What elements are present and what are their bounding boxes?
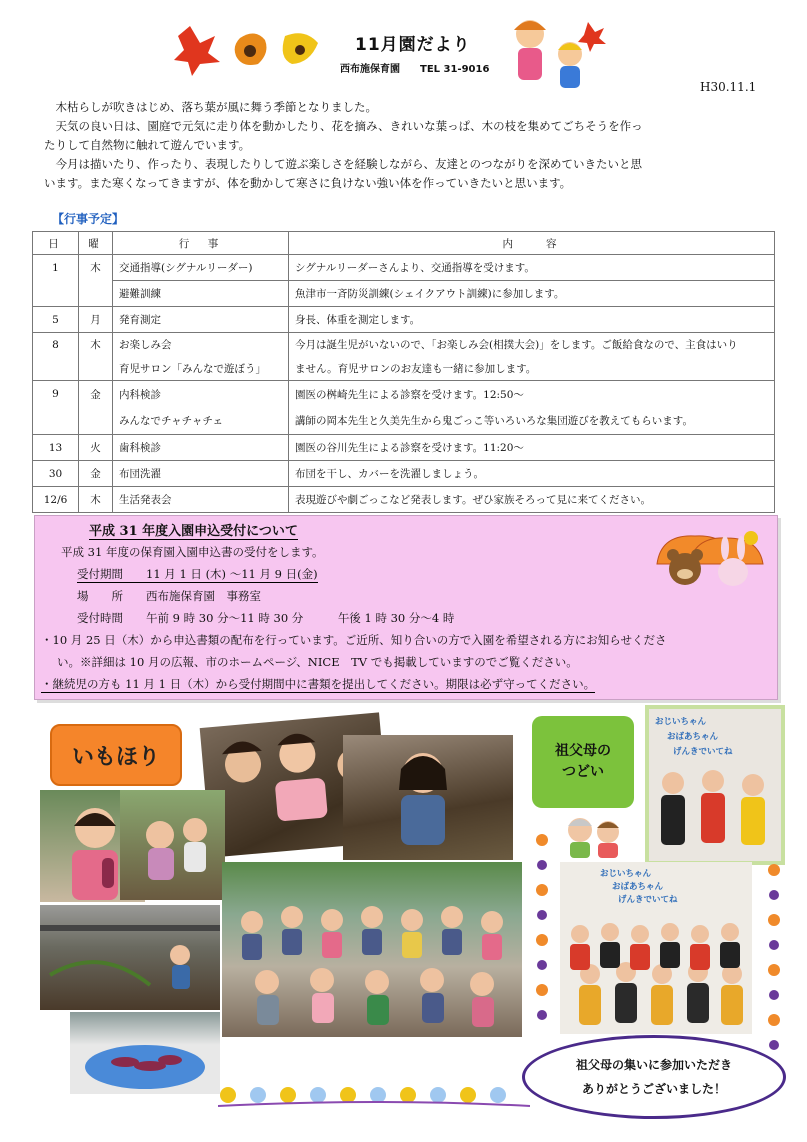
schedule-heading: 【行事予定】: [52, 212, 125, 226]
intro-paragraph: [44, 117, 764, 136]
halloween-border-decoration: [528, 830, 558, 1040]
cell-weekday: 火: [79, 435, 113, 461]
table-row: [33, 333, 775, 357]
cell-event: 育児サロン「みんなで遊ぼう」: [113, 357, 289, 381]
cell-detail: シグナルリーダーさんより、交通指導を受けます。: [289, 255, 775, 281]
sign-line: げんきでいてね: [618, 895, 678, 905]
label-line: つどい: [562, 764, 604, 780]
cell-event: 交通指導(シグナルリーダー): [113, 255, 289, 281]
photo-group-with-potatoes: [222, 862, 522, 1037]
thanks-line: ありがとうございました！: [581, 1082, 726, 1096]
sign-line: おばあちゃん: [612, 882, 664, 892]
header-day: 日: [33, 232, 79, 255]
sign-line: おじいちゃん: [600, 869, 652, 879]
admission-intro: 平成 31 年度の保育園入園申込書の受付をします。: [61, 545, 324, 559]
place-label: 場 所: [77, 589, 123, 603]
table-row: [33, 281, 775, 307]
event-schedule-table: [32, 231, 775, 513]
cell-weekday: [79, 281, 113, 307]
autumn-leaves-illustration: [170, 18, 330, 78]
cell-detail: 布団を干し、カバーを洗濯しましょう。: [289, 461, 775, 487]
photo-child-in-field: [40, 905, 220, 1010]
cell-weekday: [79, 357, 113, 381]
time-pm: 午後 1 時 30 分～4 時: [337, 611, 455, 625]
table-header-row: [33, 232, 775, 255]
table-row: [33, 307, 775, 333]
period-label: 受付期間: [77, 567, 123, 581]
cell-event: 内科検診: [113, 381, 289, 408]
admission-period: [77, 566, 318, 583]
cell-event: 布団洗濯: [113, 461, 289, 487]
time-am: 午前 9 時 30 分～11 時 30 分: [146, 611, 304, 625]
table-row: [33, 461, 775, 487]
cell-day: [33, 357, 79, 381]
cell-weekday: 木: [79, 487, 113, 513]
sign-line: げんきでいてね: [673, 747, 733, 757]
header-detail: 内 容: [289, 232, 775, 255]
photo-grandparents-event-group: [560, 862, 752, 1034]
cell-event: お楽しみ会: [113, 333, 289, 357]
intro-line: います。また寒くなってきますが、体を動かして寒さに負けない強い体を作っていきたいと思います。: [44, 176, 572, 190]
cell-day: 5: [33, 307, 79, 333]
cell-weekday: 金: [79, 461, 113, 487]
cell-day: 9: [33, 381, 79, 408]
intro-line: 木枯らしが吹きはじめ、落ち葉が風に舞う季節となりました。: [55, 100, 378, 114]
cell-event: 発育測定: [113, 307, 289, 333]
table-row: [33, 435, 775, 461]
admission-note: ・継続児の方も 11 月 1 日（木）から受付期間中に書類を提出してください。期限は必ず守ってください。: [41, 677, 596, 691]
admission-notice-box: [34, 515, 778, 700]
header-event: 行 事: [113, 232, 289, 255]
newsletter-title: 11月園だより: [355, 35, 471, 55]
intro-line: たりして自然物に触れて遊んでいます。: [44, 138, 251, 152]
cell-weekday: 木: [79, 255, 113, 281]
admission-note: ・10 月 25 日（木）から申込書類の配布を行っています。ご近所、知り合いの方で入園を希望される方にお知らせくださ: [41, 633, 667, 647]
time-label: 受付時間: [77, 611, 123, 625]
table-row: [33, 487, 775, 513]
cell-day: 1: [33, 255, 79, 281]
photo-girl-digging: [343, 735, 513, 860]
intro-text: [44, 98, 764, 193]
cell-weekday: 金: [79, 381, 113, 408]
admission-place: [77, 588, 261, 604]
grandparents-gathering-label: [532, 716, 634, 808]
cell-event: 避難訓練: [113, 281, 289, 307]
admission-time: [77, 610, 454, 626]
children-leaves-illustration: [500, 12, 610, 92]
cell-detail: 園医の桝崎先生による診察を受けます。12:50～: [289, 381, 775, 408]
cell-day: [33, 408, 79, 435]
table-row: [33, 255, 775, 281]
nursery-contact: 西布施保育園 TEL 31-9016: [340, 64, 490, 75]
cell-detail: 今月は誕生児がいないので、「お楽しみ会(相撲大会)」をします。ご飯給食なので、主食はいり: [289, 333, 775, 357]
photo-children-garden: [120, 790, 225, 900]
cell-day: [33, 281, 79, 307]
photo-grandparents-event-trio: [645, 705, 785, 865]
cell-event: みんなでチャチャチェ: [113, 408, 289, 435]
cell-day: 12/6: [33, 487, 79, 513]
cell-day: 8: [33, 333, 79, 357]
issue-date: H30.11.1: [700, 80, 757, 94]
intro-paragraph: [44, 98, 764, 117]
period-value: 11 月 1 日 (木) ～11 月 9 日(金): [146, 567, 318, 581]
thanks-line: 祖父母の集いに参加いただき: [575, 1058, 732, 1072]
halloween-border-decoration: [760, 860, 790, 1060]
place-value: 西布施保育園 事務室: [146, 589, 261, 603]
cell-detail: 園医の谷川先生による診察を受けます。11:20～: [289, 435, 775, 461]
photo-potato-basket: [70, 1012, 220, 1094]
header-weekday: 曜: [79, 232, 113, 255]
cell-weekday: 月: [79, 307, 113, 333]
cell-detail: 魚津市一斉防災訓練(シェイクアウト訓練)に参加します。: [289, 281, 775, 307]
cell-detail: 表現遊びや劇ごっこなど発表します。ぜひ家族そろって見に来てください。: [289, 487, 775, 513]
intro-line: 今月は描いたり、作ったり、表現したりして遊ぶ楽しさを経験しながら、友達とのつながりを深めていきたいと思: [55, 157, 642, 171]
admission-note: い。※詳細は 10 月の広報、市のホームページ、NICE TV でも掲載していますのでご覧ください。: [57, 655, 578, 669]
cell-detail: 講師の岡本先生と久美先生から鬼ごっこ等いろいろな集団遊びを教えてもらいます。: [289, 408, 775, 435]
intro-paragraph-cont: [44, 136, 764, 155]
cell-detail: 身長、体重を測定します。: [289, 307, 775, 333]
intro-paragraph: [44, 155, 764, 174]
cell-weekday: [79, 408, 113, 435]
sweet-potato-digging-label: いもほり: [50, 724, 182, 786]
cell-event: 歯科検診: [113, 435, 289, 461]
message-sign: [600, 868, 720, 907]
cell-weekday: 木: [79, 333, 113, 357]
cell-event: 生活発表会: [113, 487, 289, 513]
grandparents-illustration: [560, 810, 630, 860]
thank-you-message: [522, 1035, 786, 1119]
table-row: [33, 381, 775, 408]
label-line: 祖父母の: [555, 743, 611, 759]
cell-day: 30: [33, 461, 79, 487]
intro-paragraph-cont: [44, 174, 764, 193]
cell-detail: ません。育児サロンのお友達も一緒に参加します。: [289, 357, 775, 381]
intro-line: 天気の良い日は、園庭で元気に走り体を動かしたり、花を摘み、きれいな葉っぱ、木の枝を集めてごちそうを作っ: [55, 119, 643, 133]
table-row: [33, 357, 775, 381]
message-sign: [655, 715, 773, 760]
animal-border-decoration: [218, 1080, 530, 1110]
bear-rabbit-illustration: [655, 524, 767, 596]
sign-line: おばあちゃん: [667, 732, 719, 742]
sign-line: おじいちゃん: [655, 717, 707, 727]
table-row: [33, 408, 775, 435]
cell-day: 13: [33, 435, 79, 461]
admission-heading: 平成 31 年度入園申込受付について: [89, 520, 298, 540]
